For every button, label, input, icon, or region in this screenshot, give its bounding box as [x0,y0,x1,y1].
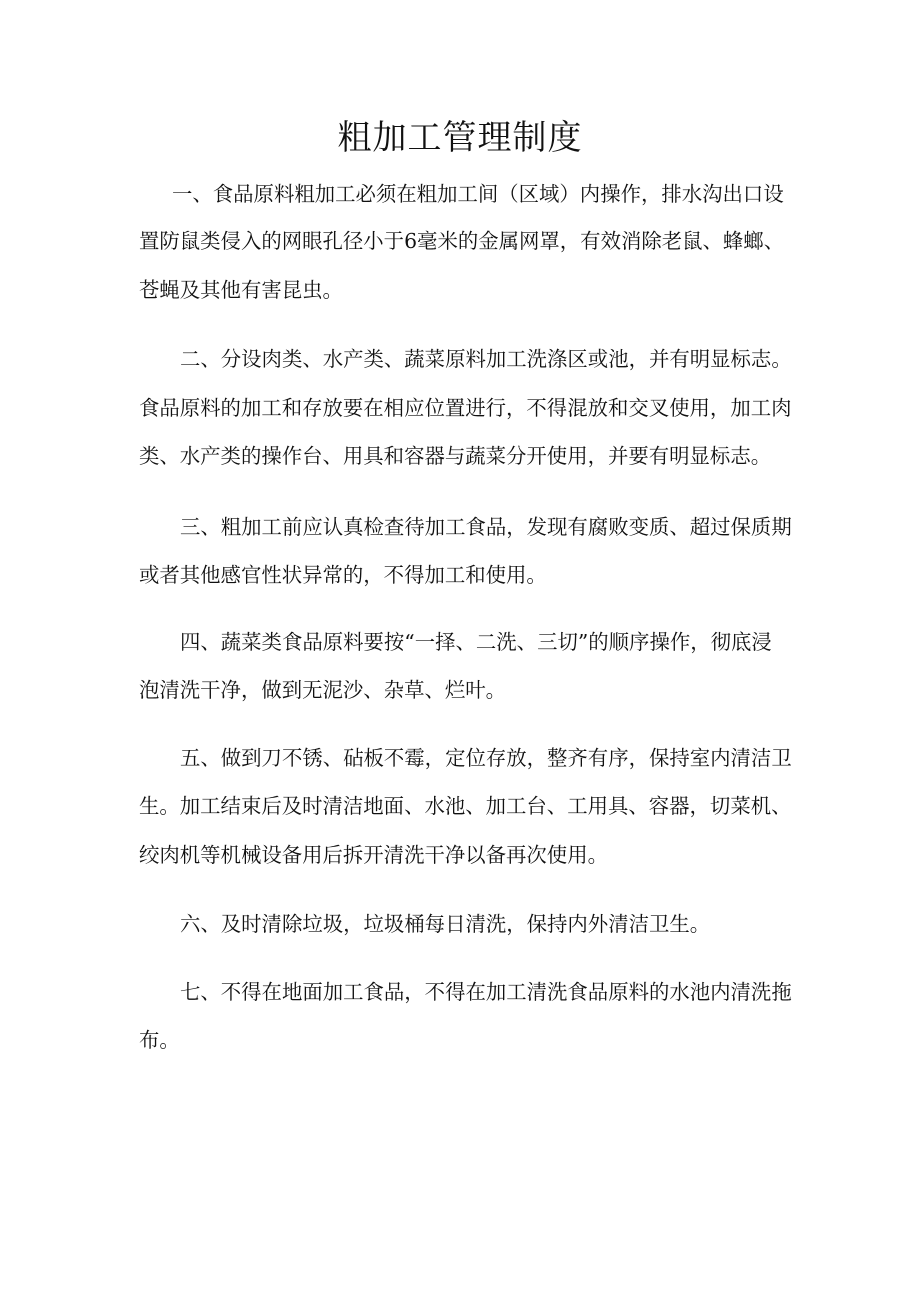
paragraph-2-line-1: 二、分设肉类、水产类、蔬菜原料加工洗涤区或池，并有明显标志。 [180,347,792,371]
paragraph-3-line-2: 或者其他感官性状异常的，不得加工和使用。 [139,563,547,587]
paragraph-2-line-3: 类、水产类的操作台、用具和容器与蔬菜分开使用，并要有明显标志。 [139,444,772,468]
paragraph-7-line-1: 七、不得在地面加工食品，不得在加工清洗食品原料的水池内清洗拖 [180,980,792,1004]
paragraph-7-line-2: 布。 [139,1028,180,1052]
paragraph-2-line-2: 食品原料的加工和存放要在相应位置进行，不得混放和交叉使用，加工肉 [139,396,792,420]
paragraph-4-line-2: 泡清洗干净，做到无泥沙、杂草、烂叶。 [139,678,507,702]
paragraph-5-line-2: 生。加工结束后及时清洁地面、水池、加工台、工用具、容器，切菜机、 [139,794,792,818]
paragraph-3-line-1: 三、粗加工前应认真检查待加工食品，发现有腐败变质、超过保质期 [180,515,792,539]
paragraph-1-line-3: 苍蝇及其他有害昆虫。 [139,278,343,302]
paragraph-5-line-1: 五、做到刀不锈、砧板不霉，定位存放，整齐有序，保持室内清洁卫 [180,746,792,770]
paragraph-5-line-3: 绞肉机等机械设备用后拆开清洗干净以备再次使用。 [139,843,608,867]
paragraph-1-line-1: 一、食品原料粗加工必须在粗加工间（区域）内操作，排水沟出口设 [172,182,784,206]
paragraph-6-line-1: 六、及时清除垃圾，垃圾桶每日清洗，保持内外清洁卫生。 [180,912,711,936]
document-title: 粗加工管理制度 [337,118,583,158]
paragraph-1-line-2: 置防鼠类侵入的网眼孔径小于6毫米的金属网罩，有效消除老鼠、蜂螂、 [139,229,785,253]
paragraph-4-line-1: 四、蔬菜类食品原料要按“一择、二洗、三切”的顺序操作，彻底浸 [180,630,772,654]
